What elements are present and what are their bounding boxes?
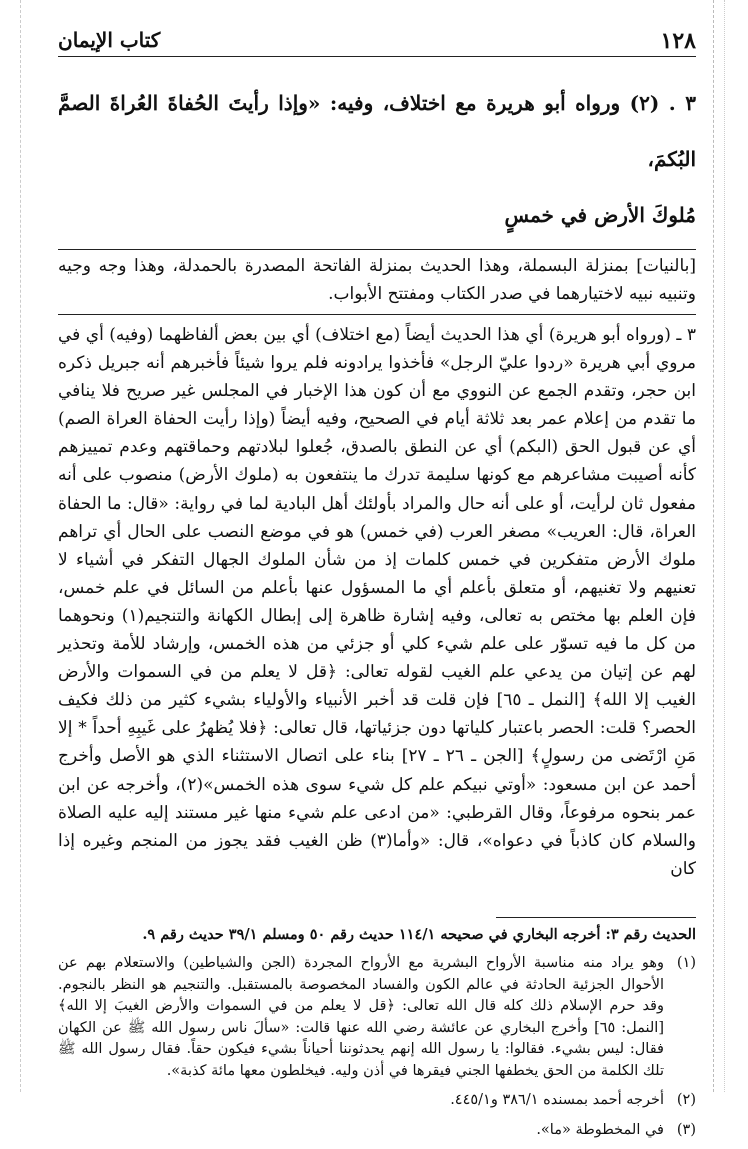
footnote-divider	[496, 917, 696, 918]
footnote-number: (٣)	[676, 1121, 696, 1138]
footnote-number: (١)	[676, 955, 696, 972]
page-edge-right	[713, 0, 748, 1092]
matn-line-2: مُلوكَ الأرض في خمسٍ	[504, 203, 696, 227]
matn-line-1: ٣ . (٢) ورواه أبو هريرة مع اختلاف، وفيه: «وإذا رأيتَ الحُفاةَ العُراةَ الصمَّ البُكمَ،	[58, 91, 696, 171]
matn-divider	[58, 249, 696, 250]
footnotes	[58, 924, 696, 1142]
footnote-1	[58, 953, 696, 1082]
page-header	[58, 28, 696, 57]
intro-divider	[58, 314, 696, 315]
chapter-title: كتاب الإيمان	[58, 28, 161, 52]
book-page	[58, 28, 696, 1149]
intro-text: [بالنيات] بمنزلة البسملة، وهذا الحديث بمنزلة الفاتحة المصدرة بالحمدلة، وهذا وجه وجيه وتنبيه نبيه لاختيارهما في صدر الكتاب ومفتتح الأبواب.	[58, 256, 696, 304]
footnote-text: أخرجه أحمد بمسنده ٣٨٦/١ و٤٤٥/١.	[450, 1092, 664, 1109]
footnote-2	[58, 1090, 696, 1112]
hadith-reference: الحديث رقم ٣: أخرجه البخاري في صحيحه ١١٤/١ حديث رقم ٥٠ ومسلم ٣٩/١ حديث رقم ٩.	[142, 925, 696, 943]
page-edge-left	[0, 0, 21, 1092]
commentary-paragraph: ٣ ـ (ورواه أبو هريرة) أي هذا الحديث أيضاً (مع اختلاف) أي بين بعض ألفاظهما (وفيه) أي في مروي أبي هريرة «ردوا عليّ الرجل» فأخذوا يرادونه فلم يروا شيئاً فأخبرهم أنه جبريل ذكره ابن حجر، وتقدم الجمع عن النووي مع أن كون هذا الإخبار في المجلس غير صريح فلا ينافي ما تقدم من إعلام عمر بعد ثلاثة أيام في الصحيح، وفيه أيضاً (وإذا رأيت الحفاة العراة الصم) أي عن قبول الحق (البكم) أي عن النطق بالصدق، جُعلوا لبلادتهم وحماقتهم وعدم تمييزهم كأنه أصيبت مشاعرهم مع كونها سليمة تدرك ما ينتفعون به (ملوك الأرض) منصوب على أنه مفعول ثان لرأيت، أو على أنه حال والمراد بأولئك أهل البادية لما في رواية: «قال: ما الحفاة العراة، قال: العريب» مصغر العرب (في خمس) هو في موضع النصب على الحال أي تراهم ملوك الأرض متفكرين في خمس كلمات إذ من شأن الملوك الجهال التفكر في أشياء لا تعنيهم ولا تغنيهم، أو متعلق بأعلم أي ما المسؤول عنها بأعلم من السائل في علم خمس، فإن العلم بها مختص به تعالى، وفيه إشارة ظاهرة إلى إبطال الكهانة والتنجيم(١) ونحوهما من كل ما فيه تسوّر على علم شيء كلي أو جزئي من هذه الخمس، وإرشاد للأمة وتحذير لهم عن إتيان من يدعي علم الغيب لقوله تعالى: ﴿قل لا يعلم من في السموات والأرض الغيب إلا الله﴾ [النمل ـ ٦٥] فإن قلت قد أخبر الأنبياء والأولياء بشيء كثير من ذلك فكيف الحصر؟ قلت: الحصر باعتبار كلياتها دون جزئياتها، قال تعالى: ﴿فلا يُظهرُ على غَيبِهِ أحداً * إلا مَنِ ارْتَضى من رسولٍ﴾ [الجن ـ ٢٦ ـ ٢٧] بناء على اتصال الاستثناء الذي هو الأصل وأخرج أحمد عن ابن مسعود: «أوتي نبيكم علم كل شيء سوى هذه الخمس»(٢)، وأخرجه عن ابن عمر بنحوه مرفوعاً، وقال القرطبي: «من ادعى علم شيء منها غير مستند إليه عليه الصلاة والسلام كان كاذباً في دعواه»، قال: «وأما(٣) ظن الغيب فقد يجوز من المنجم وغيره إذا كان	[58, 325, 696, 879]
hadith-matn	[58, 75, 696, 243]
commentary-text	[58, 321, 696, 883]
footnote-text: في المخطوطة «ما».	[536, 1121, 664, 1138]
intro-paragraph	[58, 252, 696, 308]
footnote-text: وهو يراد منه مناسبة الأرواح البشرية مع الأرواح المجردة (الجن والشياطين) والاستعلام بهم عن الأحوال الجزئية الحادثة في عالم الكون والفساد المخصوصة بالمستقبل. والتنجيم هو النظر بالنجوم. وقد حرم الإسلام ذلك كله قال الله تعالى: ﴿قل لا يعلم من في السموات والأرض الغيبَ إلا الله﴾ [النمل: ٦٥] وأخرج البخاري عن عائشة رضي الله عنها قالت: «سألَ ناس رسول الله ﷺ عن الكهان فقال: ليس بشيء. فقالوا: يا رسول الله إنهم يحدثوننا أحياناً بشيء فيكون حقاً. فقال رسول الله ﷺ تلك الكلمة من الحق يخطفها الجني فيقرها في أذن وليه. فيخلطون معها مائة كذبة».	[58, 955, 664, 1079]
page-number: ١٢٨	[660, 28, 696, 54]
footnote-3	[58, 1120, 696, 1142]
footnote-number: (٢)	[676, 1092, 696, 1109]
